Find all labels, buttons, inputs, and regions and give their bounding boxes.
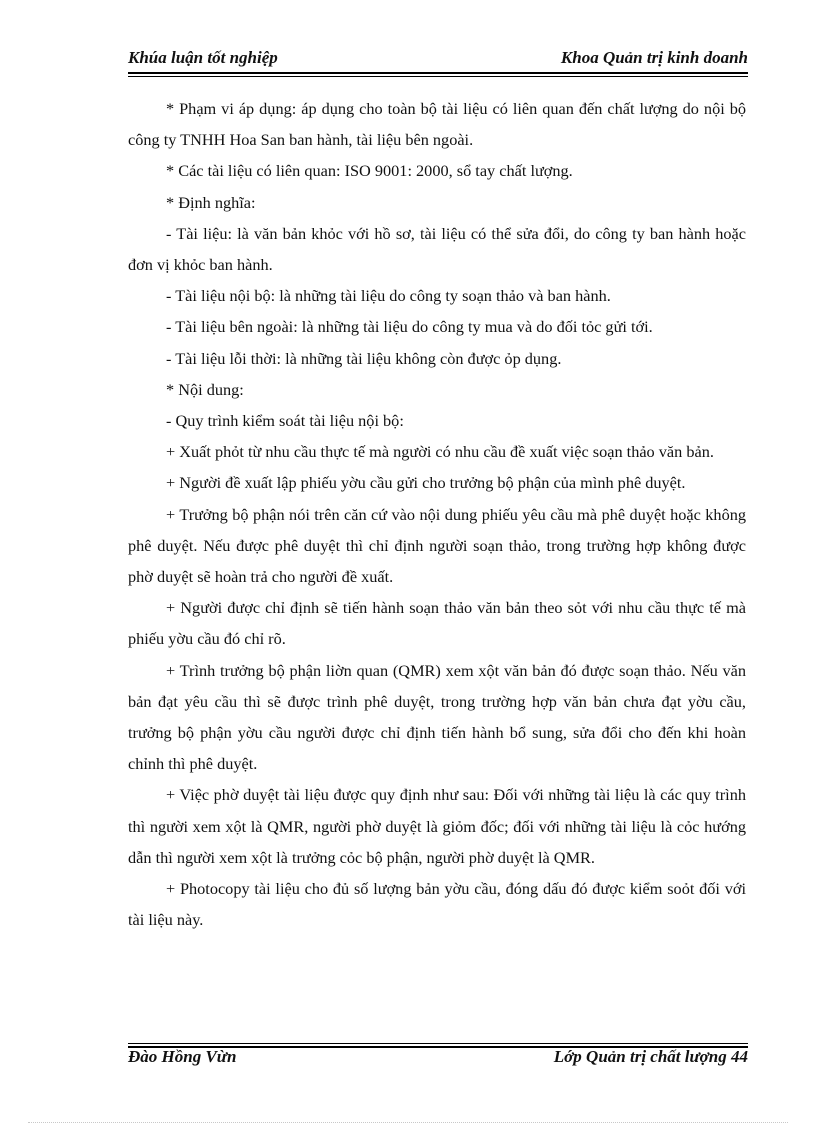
paragraph-internal-procedure: - Quy trình kiểm soát tài liệu nội bộ: [166,411,404,431]
paragraph-content-heading: * Nội dung: [166,379,244,399]
paragraph-definition-external: - Tài liệu bên ngoài: là những tài liệu do công ty mua và do đối tỏc gửi tới. [166,317,653,337]
paragraph-step-need: + Xuất phỏt từ nhu cầu thực tế mà người có nhu cầu đề xuất việc soạn thảo văn bản. [166,442,714,462]
paragraph-definition-obsolete: - Tài liệu lỗi thời: là những tài liệu không còn được ỏp dụng. [166,348,562,368]
paragraph-step-approval-rules: + Việc phờ duyệt tài liệu được quy định như sau: Đối với những tài liệu là các quy trình thì người xem xột là QMR, người phờ duyệt là giỏm đốc; đối với những tài liệu là cỏc hướng dẫn thì người xem xột là trưởng cỏc bộ phận, người phờ duyệt là QMR. [128,785,746,867]
header-thesis-title: Khúa luận tốt nghiệp [128,48,278,67]
paragraph-step-review: + Trình trưởng bộ phận liờn quan (QMR) xem xột văn bản đó được soạn thảo. Nếu văn bản đạt yêu cầu thì sẽ được trình phê duyệt, trong trường hợp văn bản chưa đạt yờu cầu, trưởng bộ phận yờu cầu người được chỉ định tiến hành bổ sung, sửa đổi cho đến khi hoàn chỉnh thì phê duyệt. [128,660,746,774]
header-divider [128,72,748,74]
footer-class: Lớp Quản trị chất lượng 44 [553,1047,748,1066]
paragraph-definitions-heading: * Định nghĩa: [166,192,256,212]
paragraph-step-photocopy: + Photocopy tài liệu cho đủ số lượng bản yờu cầu, đóng dấu đó được kiểm soỏt đối với tài liệu này. [128,879,746,930]
paragraph-related-documents: * Các tài liệu có liên quan: ISO 9001: 2000, sổ tay chất lượng. [166,161,573,181]
header-faculty: Khoa Quản trị kinh doanh [560,48,748,67]
footer-divider-thin [128,1043,748,1044]
document-body [128,93,746,935]
header-divider-thin [128,76,748,77]
footer-author: Đào Hồng Vừn [128,1047,237,1066]
paragraph-step-approval: + Trưởng bộ phận nói trên căn cứ vào nội dung phiếu yêu cầu mà phê duyệt hoặc không phê duyệt. Nếu được phê duyệt thì chỉ định người soạn thảo, trong trường hợp không được phờ duyệt sẽ hoàn trả cho người đề xuất. [128,504,746,587]
paragraph-scope: * Phạm vi áp dụng: áp dụng cho toàn bộ tài liệu có liên quan đến chất lượng do nội bộ công ty TNHH Hoa San ban hành, tài liệu bên ngoài. [128,99,746,150]
page-footer [128,1047,748,1073]
paragraph-step-request: + Người đề xuất lập phiếu yờu cầu gửi cho trưởng bộ phận của mình phê duyệt. [166,473,686,493]
paragraph-definition-document: - Tài liệu: là văn bản khỏc với hồ sơ, tài liệu có thể sửa đổi, do công ty ban hành hoặc đơn vị khỏc ban hành. [128,223,746,275]
paragraph-definition-internal: - Tài liệu nội bộ: là những tài liệu do công ty soạn thảo và ban hành. [166,286,611,306]
page-header [128,48,748,74]
paragraph-step-drafting: + Người được chỉ định sẽ tiến hành soạn thảo văn bản theo sỏt với nhu cầu thực tế mà phiếu yờu cầu đó chỉ rõ. [128,598,746,649]
